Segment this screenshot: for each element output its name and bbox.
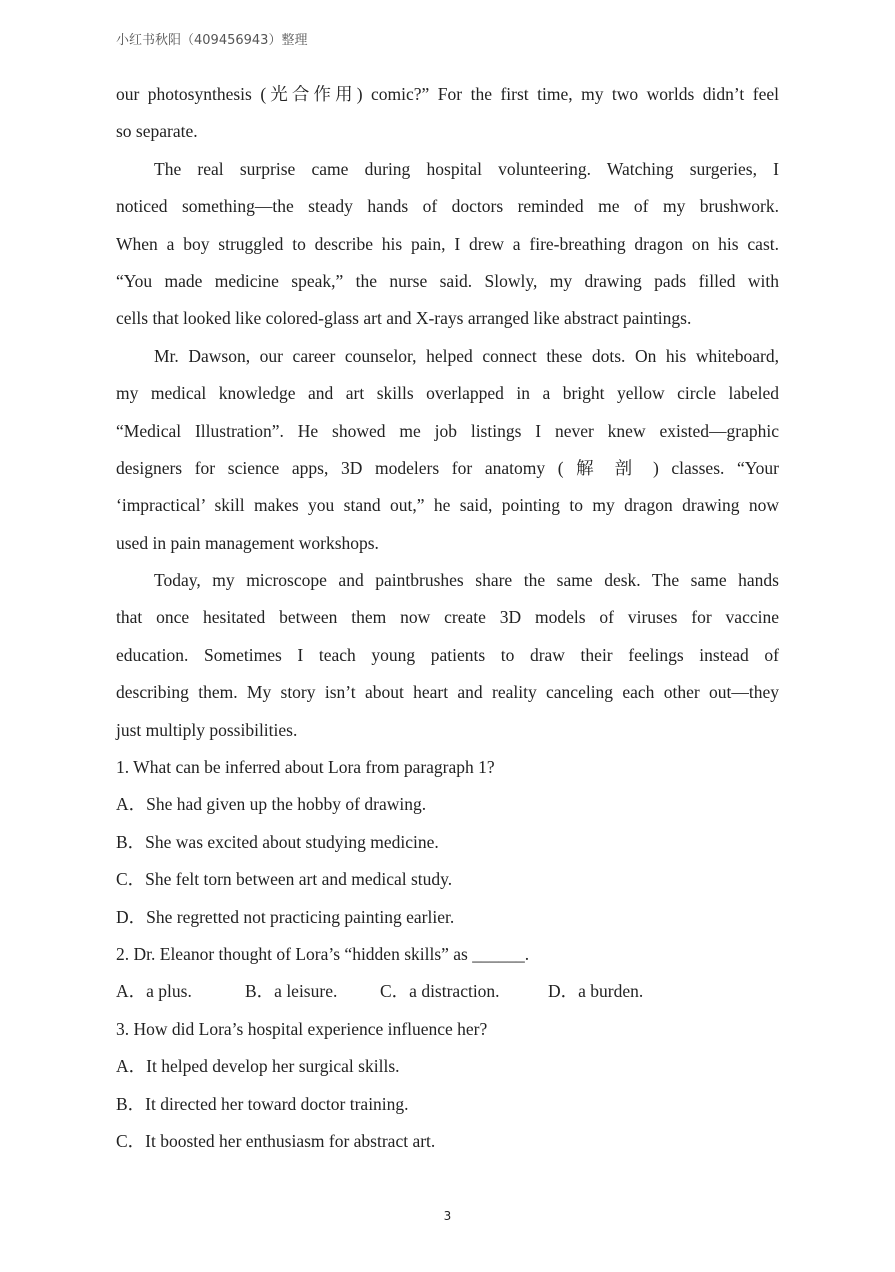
paragraph-line: “Medical Illustration”. He showed me job listings I never knew existed—graphic xyxy=(116,420,779,441)
paragraph-line: cells that looked like colored-glass art and X-rays arranged like abstract paintings. xyxy=(116,308,692,329)
answer-option: D．a burden. xyxy=(548,981,644,1002)
answer-option: D．She regretted not practicing painting earlier. xyxy=(116,906,455,927)
paragraph-line: my medical knowledge and art skills overlapped in a bright yellow circle labeled xyxy=(116,383,779,404)
option-row xyxy=(116,973,779,1010)
question-stem: 3. How did Lora’s hospital experience influence her? xyxy=(116,1018,488,1039)
page-header: 小红书秋阳（409456943）整理 xyxy=(116,33,308,48)
answer-option: C．a distraction. xyxy=(380,981,500,1002)
paragraph-line: so separate. xyxy=(116,121,198,142)
question-stem: 2. Dr. Eleanor thought of Lora’s “hidden skills” as ______. xyxy=(116,943,530,964)
answer-option: B．It directed her toward doctor training. xyxy=(116,1093,409,1114)
paragraph-line: Today, my microscope and paintbrushes share the same desk. The same hands xyxy=(154,570,779,591)
answer-option: A．She had given up the hobby of drawing. xyxy=(116,794,427,815)
paragraph-line: used in pain management workshops. xyxy=(116,532,379,553)
paragraph-line: education. Sometimes I teach young patients to draw their feelings instead of xyxy=(116,644,779,665)
paragraph-line: designers for science apps, 3D modelers for anatomy ( 解 剖 ) classes. “Your xyxy=(116,457,779,478)
paragraph-line: “You made medicine speak,” the nurse said. Slowly, my drawing pads filled with xyxy=(116,270,779,291)
question-stem: 1. What can be inferred about Lora from paragraph 1? xyxy=(116,757,495,778)
answer-option: B．a leisure. xyxy=(245,981,338,1002)
answer-option: A．It helped develop her surgical skills. xyxy=(116,1056,400,1077)
paragraph-line: ‘impractical’ skill makes you stand out,” he said, pointing to my dragon drawing now xyxy=(116,495,779,516)
paragraph-line: The real surprise came during hospital volunteering. Watching surgeries, I xyxy=(154,158,779,179)
document-body xyxy=(116,76,779,1160)
answer-option: B．She was excited about studying medicine. xyxy=(116,831,439,852)
answer-option: C．It boosted her enthusiasm for abstract art. xyxy=(116,1130,436,1151)
paragraph-line: noticed something—the steady hands of doctors reminded me of my brushwork. xyxy=(116,196,779,217)
page-number: 3 xyxy=(443,1209,452,1223)
paragraph-line: that once hesitated between them now create 3D models of viruses for vaccine xyxy=(116,607,779,628)
paragraph-line: just multiply possibilities. xyxy=(116,719,298,740)
paragraph-line: Mr. Dawson, our career counselor, helped connect these dots. On his whiteboard, xyxy=(154,345,779,366)
answer-option: C．She felt torn between art and medical study. xyxy=(116,869,453,890)
paragraph-line: When a boy struggled to describe his pain, I drew a fire-breathing dragon on his cast. xyxy=(116,233,779,254)
answer-option: A．a plus. xyxy=(116,981,192,1002)
paragraph-line: our photosynthesis (光合作用) comic?” For the first time, my two worlds didn’t feel xyxy=(116,84,779,104)
paragraph-line: describing them. My story isn’t about heart and reality canceling each other out—they xyxy=(116,682,779,703)
